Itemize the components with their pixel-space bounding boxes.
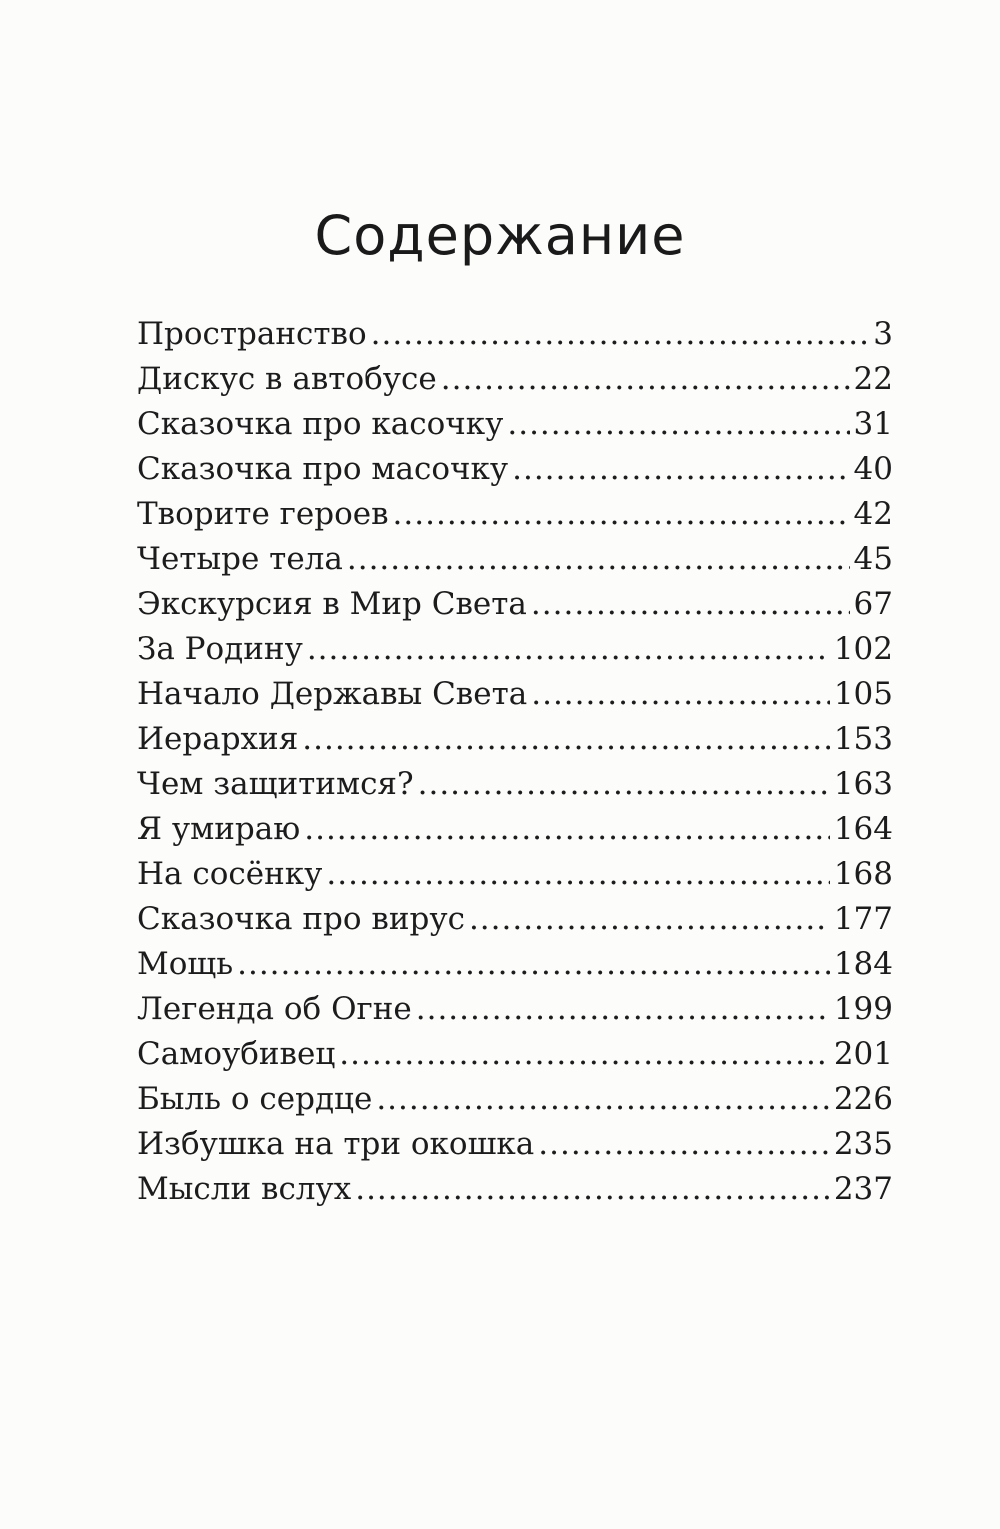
toc-entry-title: Избушка на три окошка	[137, 1126, 535, 1162]
toc-entry-page: 105	[833, 676, 893, 712]
dot-leader	[376, 1077, 830, 1122]
toc-entry	[137, 987, 893, 1032]
toc-entry	[137, 1167, 893, 1212]
toc-entry	[137, 447, 893, 492]
toc-entry	[137, 942, 893, 987]
dot-leader	[237, 942, 830, 987]
toc-entry-title: Мысли вслух	[137, 1171, 352, 1207]
toc-entry	[137, 402, 893, 447]
toc-entry-page: 163	[833, 766, 893, 802]
toc-entry-title: Сказочка про касочку	[137, 406, 504, 442]
page-title: Содержание	[314, 204, 686, 268]
toc-entry	[137, 627, 893, 672]
dot-leader	[441, 357, 850, 402]
dot-leader	[302, 717, 830, 762]
toc-entry-page: 168	[833, 856, 893, 892]
dot-leader	[531, 672, 830, 717]
toc-entry-title: На сосёнку	[137, 856, 323, 892]
toc-entry	[137, 1032, 893, 1077]
toc-entry	[137, 1122, 893, 1167]
toc-entry	[137, 852, 893, 897]
dot-leader	[371, 312, 870, 357]
toc-entry-page: 201	[833, 1036, 893, 1072]
toc-entry-title: Самоубивец	[137, 1036, 336, 1072]
toc-entry-title: За Родину	[137, 631, 303, 667]
toc-entry-title: Дискус в автобусе	[137, 361, 437, 397]
toc-entry-page: 199	[833, 991, 893, 1027]
toc-entry-page: 102	[833, 631, 893, 667]
toc-entry-title: Мощь	[137, 946, 234, 982]
dot-leader	[418, 762, 830, 807]
toc-entry-page: 226	[833, 1081, 893, 1117]
toc-entry	[137, 537, 893, 582]
toc-entry-page: 153	[833, 721, 893, 757]
toc-entry-title: Иерархия	[137, 721, 299, 757]
toc-entry-title: Быль о сердце	[137, 1081, 373, 1117]
dot-leader	[469, 897, 830, 942]
toc-entry-page: 177	[833, 901, 893, 937]
toc-entry-title: Сказочка про вирус	[137, 901, 465, 937]
toc-entry-page: 184	[833, 946, 893, 982]
toc-entry-title: Начало Державы Света	[137, 676, 528, 712]
toc-entry-page: 67	[853, 586, 893, 622]
toc-entry-title: Легенда об Огне	[137, 991, 412, 1027]
dot-leader	[355, 1167, 830, 1212]
toc-entry	[137, 717, 893, 762]
toc-entry-page: 3	[873, 316, 893, 352]
dot-leader	[416, 987, 830, 1032]
toc-entry	[137, 1077, 893, 1122]
toc-entry-page: 235	[833, 1126, 893, 1162]
toc-entry-page: 22	[853, 361, 893, 397]
toc-entry	[137, 807, 893, 852]
toc-entry-page: 164	[833, 811, 893, 847]
toc-entry-title: Пространство	[137, 316, 367, 352]
toc-entry-title: Четыре тела	[137, 541, 343, 577]
dot-leader	[512, 447, 849, 492]
toc-entry	[137, 672, 893, 717]
toc-entry	[137, 357, 893, 402]
dot-leader	[347, 537, 850, 582]
toc-entry-page: 45	[853, 541, 893, 577]
toc-entry-title: Творите героев	[137, 496, 389, 532]
dot-leader	[393, 492, 850, 537]
toc-entry-page: 237	[833, 1171, 893, 1207]
dot-leader	[339, 1032, 830, 1077]
dot-leader	[304, 807, 830, 852]
toc-entry-page: 42	[853, 496, 893, 532]
toc-entry-page: 40	[853, 451, 893, 487]
dot-leader	[307, 627, 830, 672]
toc-entry	[137, 897, 893, 942]
dot-leader	[531, 582, 850, 627]
toc-entry-title: Сказочка про масочку	[137, 451, 509, 487]
dot-leader	[538, 1122, 830, 1167]
toc-entry	[137, 312, 893, 357]
toc-entry	[137, 762, 893, 807]
table-of-contents	[137, 312, 893, 1212]
toc-entry	[137, 492, 893, 537]
toc-entry	[137, 582, 893, 627]
toc-entry-page: 31	[853, 406, 893, 442]
toc-entry-title: Я умираю	[137, 811, 301, 847]
dot-leader	[507, 402, 849, 447]
toc-entry-title: Чем защитимся?	[137, 766, 414, 802]
toc-entry-title: Экскурсия в Мир Света	[137, 586, 527, 622]
dot-leader	[326, 852, 829, 897]
